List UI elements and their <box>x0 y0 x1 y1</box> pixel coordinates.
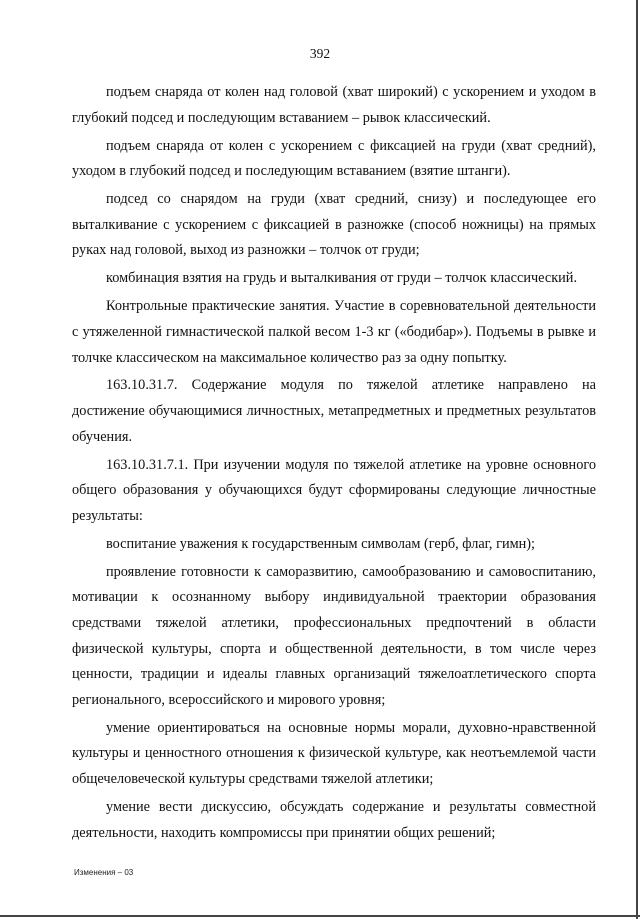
page-number: 392 <box>309 46 331 61</box>
page-edge-right <box>636 0 638 919</box>
paragraph: подсед со снарядом на груди (хват средний, снизу) и последующее его выталкивание с ускорением с фиксацией в разножке (способ ножницы) на прямых руках над головой, выход из разножки – толчок от груди; <box>72 191 596 259</box>
paragraph: умение ориентироваться на основные нормы морали, духовно-нравственной культуры и ценностного отношения к физической культуре, как неотъемлемой части общечеловеческой культуры средствами тяжелой атлетики; <box>72 719 596 787</box>
paragraph: подъем снаряда от колен над головой (хват широкий) с ускорением и уходом в глубокий подсед и последующим вставанием – рывок классический. <box>72 84 596 126</box>
paragraph: Контрольные практические занятия. Участие в соревновательной деятельности с утяжеленной гимнастической палкой весом 1-3 кг («бодибар»). Подъемы в рывке и толчке классическом на максимальное количество раз за одну попытку. <box>72 298 596 366</box>
revision-footer: Изменения – 03 <box>74 868 134 877</box>
paragraph: воспитание уважения к государственным символам (герб, флаг, гимн); <box>106 535 536 552</box>
paragraph: 163.10.31.7.1. При изучении модуля по тяжелой атлетике на уровне основного общего образования у обучающихся будут сформированы следующие личностные результаты: <box>72 456 596 524</box>
paragraph: подъем снаряда от колен с ускорением с фиксацией на груди (хват средний), уходом в глубокий подсед и последующим вставанием (взятие штанги). <box>72 137 596 180</box>
paragraph: проявление готовности к саморазвитию, самообразованию и самовоспитанию, мотивации к осознанному выбору индивидуальной траектории образования средствами тяжелой атлетики, профессиональных предпочтений в области физической культуры, спорта и общественной деятельности, в том числе через ценности, традиции и идеалы главных организаций тяжелоатлетического спорта регионального, всероссийского и мирового уровня; <box>72 563 596 708</box>
paragraph: умение вести дискуссию, обсуждать содержание и результаты совместной деятельности, находить компромиссы при принятии общих решений; <box>72 798 596 841</box>
paragraph: 163.10.31.7. Содержание модуля по тяжелой атлетике направлено на достижение обучающимися личностных, метапредметных и предметных результатов обучения. <box>72 377 596 445</box>
page-edge-bottom <box>0 915 640 917</box>
document-body <box>72 80 596 849</box>
paragraph: комбинация взятия на грудь и выталкивания от груди – толчок классический. <box>106 270 578 287</box>
